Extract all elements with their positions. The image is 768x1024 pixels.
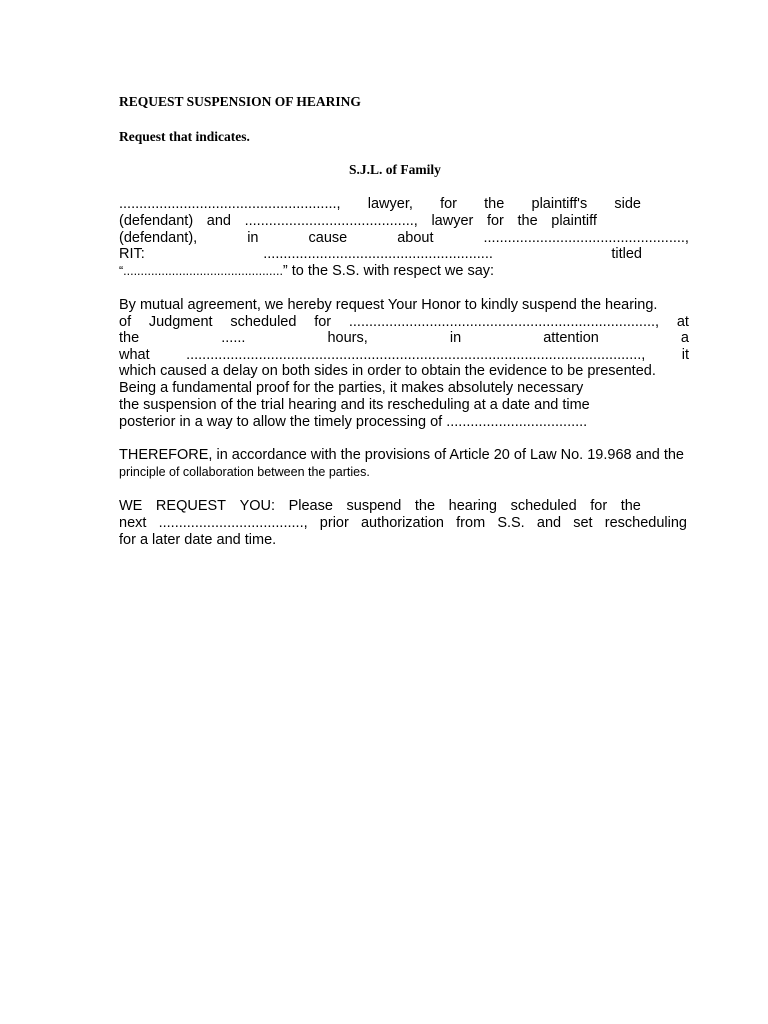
para1-line-7: the suspension of the trial hearing and its rescheduling at a date and time [119, 397, 590, 413]
word: (defendant), [119, 230, 198, 246]
word: from [456, 515, 486, 531]
word: the [414, 498, 436, 514]
word: attention [543, 330, 599, 346]
para1-line-4 [119, 347, 689, 364]
para2-line-1: THEREFORE, in accordance with the provisions of Article 20 of Law No. 19.968 and the [119, 447, 684, 463]
word: prior [319, 515, 349, 531]
word: ................................................................................................................., [186, 347, 646, 363]
intro-closing-text: ” to the S.S. with respect we say: [282, 263, 495, 279]
para1-line-2 [119, 314, 689, 331]
word: for [590, 498, 608, 514]
word: about [397, 230, 434, 246]
word: WE [119, 498, 143, 514]
document-subtitle: Request that indicates. [119, 129, 250, 144]
intro-line-1 [119, 196, 641, 213]
intro-line-3 [119, 230, 689, 247]
blank-dots: “.............................................. [119, 264, 283, 278]
word: scheduled [230, 314, 297, 330]
word: ......................................................, [119, 196, 341, 212]
word: at [676, 314, 689, 330]
intro-line-4 [119, 246, 642, 263]
para1-line-5: which caused a delay on both sides in order to obtain the evidence to be presented. [119, 363, 656, 379]
word: ............................................................................, [348, 314, 660, 330]
word: in [449, 330, 462, 346]
word: .........................................., [244, 213, 418, 229]
word: .................................................., [483, 230, 689, 246]
word: hours, [327, 330, 368, 346]
word: REQUEST [155, 498, 227, 514]
word: S.S. [497, 515, 525, 531]
word: the [119, 330, 140, 346]
word: suspend [346, 498, 402, 514]
word: for [486, 213, 504, 229]
word: scheduled [510, 498, 577, 514]
word: titled [611, 246, 642, 262]
word: and [536, 515, 562, 531]
word: for [314, 314, 332, 330]
word: of [119, 314, 132, 330]
word: plaintiff's [531, 196, 588, 212]
word: authorization [360, 515, 444, 531]
word: the [620, 498, 641, 514]
para1-line-1: By mutual agreement, we hereby request Your Honor to kindly suspend the hearing. [119, 297, 658, 313]
word: YOU: [239, 498, 276, 514]
para1-line-6: Being a fundamental proof for the parties, it makes absolutely necessary [119, 380, 584, 396]
para3-line-2 [119, 515, 687, 532]
word: next [119, 515, 147, 531]
word: plaintiff [551, 213, 597, 229]
word: hearing [448, 498, 497, 514]
word: Judgment [148, 314, 213, 330]
word: cause [308, 230, 348, 246]
word: it [681, 347, 689, 363]
word: lawyer [431, 213, 474, 229]
word: and [206, 213, 231, 229]
word: a [680, 330, 689, 346]
intro-line-5 [119, 263, 494, 280]
word: ......................................................... [263, 246, 493, 262]
word: ...... [221, 330, 246, 346]
word: rescheduling [604, 515, 687, 531]
word: in [247, 230, 259, 246]
word: Please [288, 498, 333, 514]
para3-line-3: for a later date and time. [119, 532, 277, 548]
word: for [440, 196, 457, 212]
word: (defendant) [119, 213, 194, 229]
word: side [614, 196, 641, 212]
para1-line-3 [119, 330, 689, 347]
document-title: REQUEST SUSPENSION OF HEARING [119, 94, 361, 109]
word: RIT: [119, 246, 145, 262]
para1-line-8: posterior in a way to allow the timely processing of ................................... [119, 414, 588, 430]
word: lawyer, [367, 196, 413, 212]
intro-line-2 [119, 213, 597, 230]
word: ...................................., [158, 515, 308, 531]
word: the [517, 213, 538, 229]
court-name: S.J.L. of Family [349, 162, 441, 177]
word: the [484, 196, 505, 212]
para3-line-1 [119, 498, 641, 515]
word: set [573, 515, 593, 531]
para2-line-2: principle of collaboration between the parties. [119, 465, 370, 479]
word: what [119, 347, 150, 363]
